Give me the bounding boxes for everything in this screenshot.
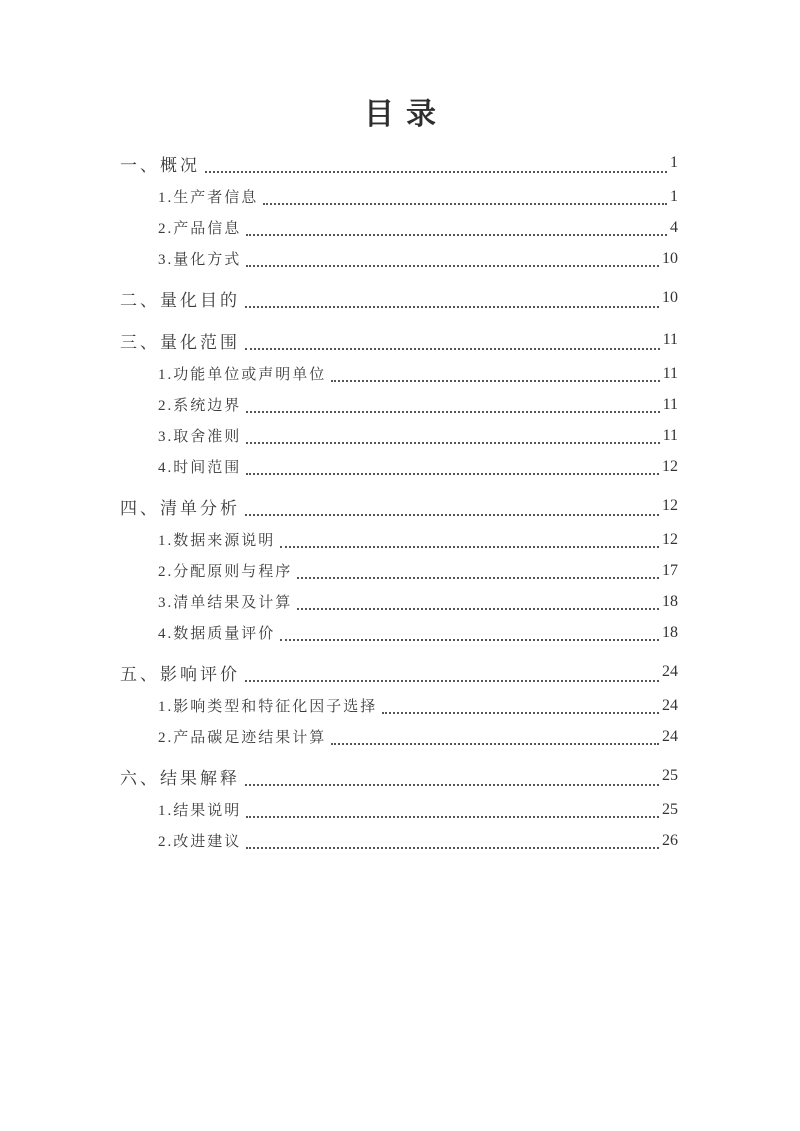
toc-entry[interactable] — [120, 420, 678, 451]
toc-entry-label[interactable]: 4.数据质量评价 — [158, 626, 276, 642]
toc-entry-page[interactable]: 11 — [662, 331, 678, 348]
toc-leader-dots — [246, 847, 659, 849]
toc-entry-page[interactable]: 1 — [670, 154, 678, 171]
toc-entry-page[interactable]: 10 — [662, 249, 678, 267]
toc-entry[interactable] — [120, 758, 678, 794]
toc-leader-dots — [245, 514, 659, 516]
toc-leader-dots — [245, 784, 659, 786]
toc-entry-page[interactable]: 25 — [662, 800, 678, 818]
toc-entry[interactable] — [120, 181, 678, 212]
toc-entry-page[interactable]: 26 — [662, 831, 678, 849]
toc-leader-dots — [246, 411, 659, 413]
toc-entry-page[interactable]: 4 — [670, 218, 678, 236]
toc-entry-label[interactable]: 1.生产者信息 — [158, 190, 259, 206]
toc-leader-dots — [246, 816, 659, 818]
toc-entry-page[interactable]: 12 — [662, 530, 678, 548]
toc-entry-label[interactable]: 六、结果解释 — [120, 768, 240, 788]
toc-entry-label[interactable]: 三、量化范围 — [120, 332, 240, 352]
toc-leader-dots — [382, 712, 659, 714]
toc-entry[interactable] — [120, 488, 678, 524]
toc-entry-page[interactable]: 11 — [662, 395, 678, 413]
toc-entry[interactable] — [120, 586, 678, 617]
toc-entry-page[interactable]: 12 — [662, 497, 678, 514]
table-of-contents — [0, 136, 800, 856]
toc-leader-dots — [246, 234, 667, 236]
toc-entry-page[interactable]: 11 — [662, 364, 678, 382]
toc-leader-dots — [280, 546, 659, 548]
toc-entry[interactable] — [120, 721, 678, 752]
toc-entry[interactable] — [120, 794, 678, 825]
toc-leader-dots — [331, 743, 659, 745]
toc-entry[interactable] — [120, 690, 678, 721]
toc-entry[interactable] — [120, 280, 678, 316]
toc-entry-label[interactable]: 1.功能单位或声明单位 — [158, 367, 327, 383]
toc-leader-dots — [263, 203, 667, 205]
toc-entry[interactable] — [120, 451, 678, 482]
toc-entry-page[interactable]: 11 — [662, 426, 678, 444]
toc-leader-dots — [297, 577, 659, 579]
toc-entry[interactable] — [120, 617, 678, 648]
toc-leader-dots — [245, 680, 659, 682]
toc-entry-label[interactable]: 1.结果说明 — [158, 803, 242, 819]
toc-leader-dots — [331, 380, 659, 382]
toc-entry[interactable] — [120, 524, 678, 555]
toc-entry-label[interactable]: 2.改进建议 — [158, 834, 242, 850]
toc-entry[interactable] — [120, 145, 678, 181]
toc-entry[interactable] — [120, 243, 678, 274]
toc-leader-dots — [245, 348, 660, 350]
toc-entry-label[interactable]: 二、量化目的 — [120, 290, 240, 310]
toc-entry-label[interactable]: 2.产品信息 — [158, 221, 242, 237]
toc-entry[interactable] — [120, 322, 678, 358]
toc-entry-page[interactable]: 24 — [662, 727, 678, 745]
toc-entry-page[interactable]: 18 — [662, 592, 678, 610]
toc-entry-label[interactable]: 五、影响评价 — [120, 664, 240, 684]
toc-entry[interactable] — [120, 555, 678, 586]
toc-entry[interactable] — [120, 389, 678, 420]
toc-entry-label[interactable]: 4.时间范围 — [158, 460, 242, 476]
toc-entry[interactable] — [120, 654, 678, 690]
toc-entry-label[interactable]: 四、清单分析 — [120, 498, 240, 518]
toc-leader-dots — [246, 442, 659, 444]
toc-entry-label[interactable]: 2.产品碳足迹结果计算 — [158, 730, 327, 746]
toc-leader-dots — [246, 265, 659, 267]
toc-entry-page[interactable]: 25 — [662, 767, 678, 784]
toc-entry-page[interactable]: 10 — [662, 289, 678, 306]
toc-entry-label[interactable]: 2.分配原则与程序 — [158, 564, 293, 580]
toc-entry-label[interactable]: 3.量化方式 — [158, 252, 242, 268]
toc-entry-label[interactable]: 一、概况 — [120, 155, 200, 175]
toc-entry-label[interactable]: 1.数据来源说明 — [158, 533, 276, 549]
toc-entry-page[interactable]: 17 — [662, 561, 678, 579]
toc-leader-dots — [280, 639, 659, 641]
toc-leader-dots — [205, 171, 667, 173]
toc-entry-page[interactable]: 24 — [662, 696, 678, 714]
toc-entry-label[interactable]: 3.取舍准则 — [158, 429, 242, 445]
toc-entry-page[interactable]: 18 — [662, 623, 678, 641]
toc-leader-dots — [246, 473, 659, 475]
toc-entry-page[interactable]: 12 — [662, 457, 678, 475]
toc-entry-label[interactable]: 1.影响类型和特征化因子选择 — [158, 699, 378, 715]
toc-entry-label[interactable]: 2.系统边界 — [158, 398, 242, 414]
toc-leader-dots — [297, 608, 659, 610]
toc-entry[interactable] — [120, 825, 678, 856]
page-title: 目录 — [364, 98, 448, 131]
toc-entry-page[interactable]: 1 — [670, 187, 678, 205]
toc-entry-label[interactable]: 3.清单结果及计算 — [158, 595, 293, 611]
toc-entry[interactable] — [120, 358, 678, 389]
toc-entry-page[interactable]: 24 — [662, 663, 678, 680]
toc-entry[interactable] — [120, 212, 678, 243]
toc-leader-dots — [245, 306, 659, 308]
